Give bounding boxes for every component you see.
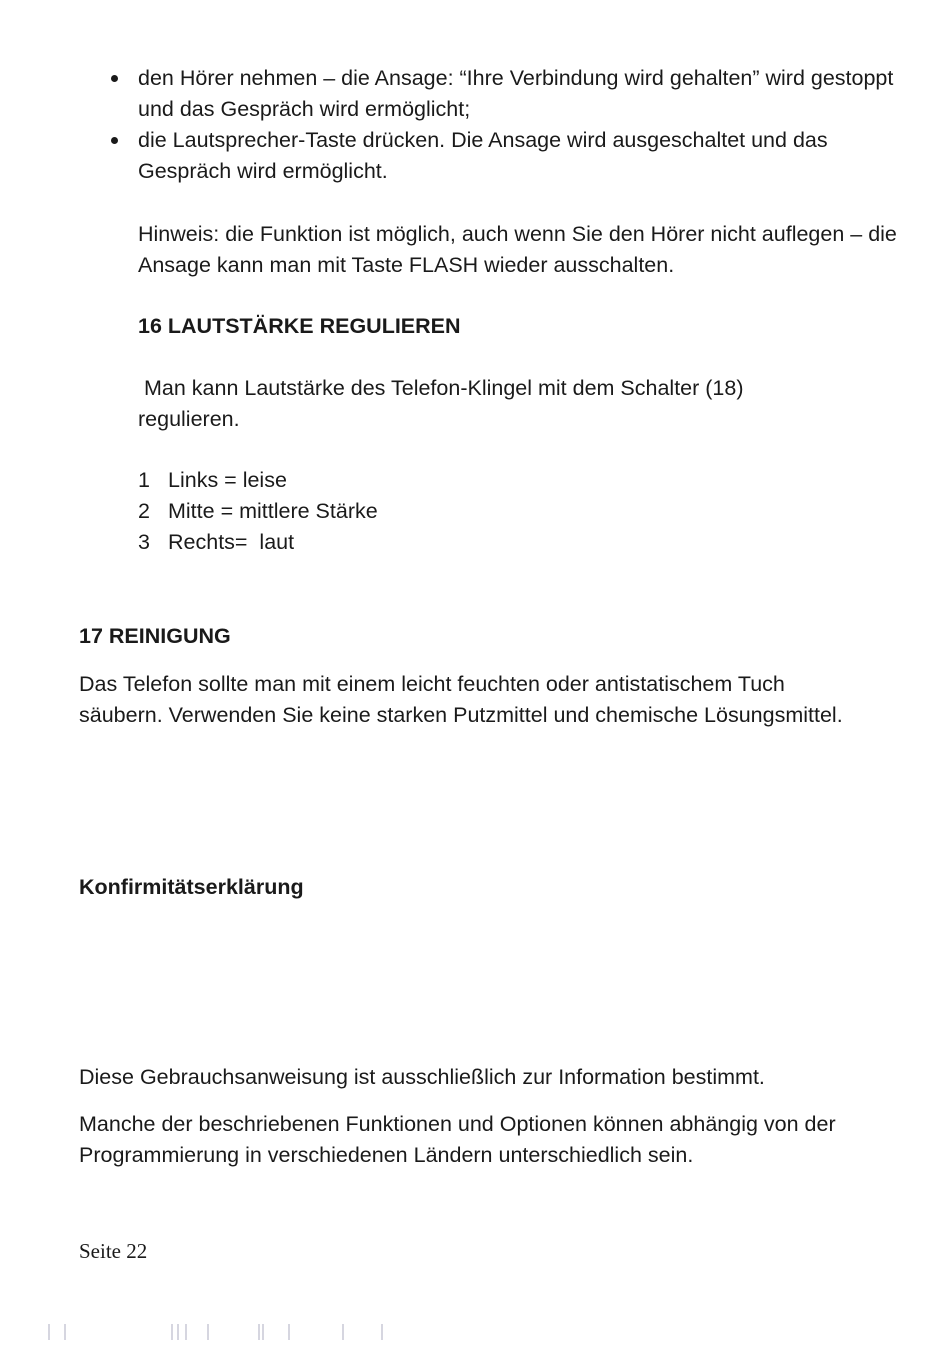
conformity-heading: Konfirmitätserklärung: [79, 875, 304, 899]
bullet-text: die Lautsprecher-Taste drücken. Die Ansage wird ausgeschaltet und das Gespräch wird ermöglicht.: [138, 128, 828, 183]
disclaimer-text-2: Manche der beschriebenen Funktionen und Optionen können abhängig von der Programmierung in verschiedenen Ländern unterschiedlich sein.: [79, 1112, 836, 1167]
list-item: [138, 465, 378, 496]
section-16-heading: 16 LAUTSTÄRKE REGULIEREN: [138, 314, 461, 338]
section-16-text: Man kann Lautstärke des Telefon-Klingel mit dem Schalter (18) regulieren.: [138, 376, 750, 431]
list-text: Links = leise: [168, 468, 287, 492]
list-item: [138, 527, 378, 558]
page-number: Seite 22: [79, 1239, 148, 1263]
volume-levels-list: [138, 465, 378, 558]
section-17-heading: 17 REINIGUNG: [79, 624, 231, 648]
list-number: 1: [138, 468, 150, 492]
list-number: 3: [138, 530, 150, 554]
list-item: [108, 63, 908, 125]
hint-text: Hinweis: die Funktion ist möglich, auch wenn Sie den Hörer nicht auflegen – die Ansage kann man mit Taste FLASH wieder ausschalten.: [138, 222, 897, 277]
decorative-tick-marks: [47, 1322, 407, 1342]
section-17-text: Das Telefon sollte man mit einem leicht feuchten oder antistatischem Tuch säubern. Verwenden Sie keine starken Putzmittel und chemische Lösungsmittel.: [79, 672, 843, 727]
bullet-icon: [111, 137, 118, 144]
list-text: Mitte = mittlere Stärke: [168, 499, 378, 523]
bullet-text: den Hörer nehmen – die Ansage: “Ihre Verbindung wird gehalten” wird gestoppt und das Gespräch wird ermöglicht;: [138, 66, 894, 121]
list-item: [138, 496, 378, 527]
list-text: Rechts= laut: [168, 530, 295, 554]
disclaimer-text: Diese Gebrauchsanweisung ist ausschließlich zur Information bestimmt.: [79, 1065, 765, 1089]
list-item: [108, 125, 908, 187]
bullet-list: [108, 63, 908, 187]
list-number: 2: [138, 499, 150, 523]
bullet-icon: [111, 75, 118, 82]
